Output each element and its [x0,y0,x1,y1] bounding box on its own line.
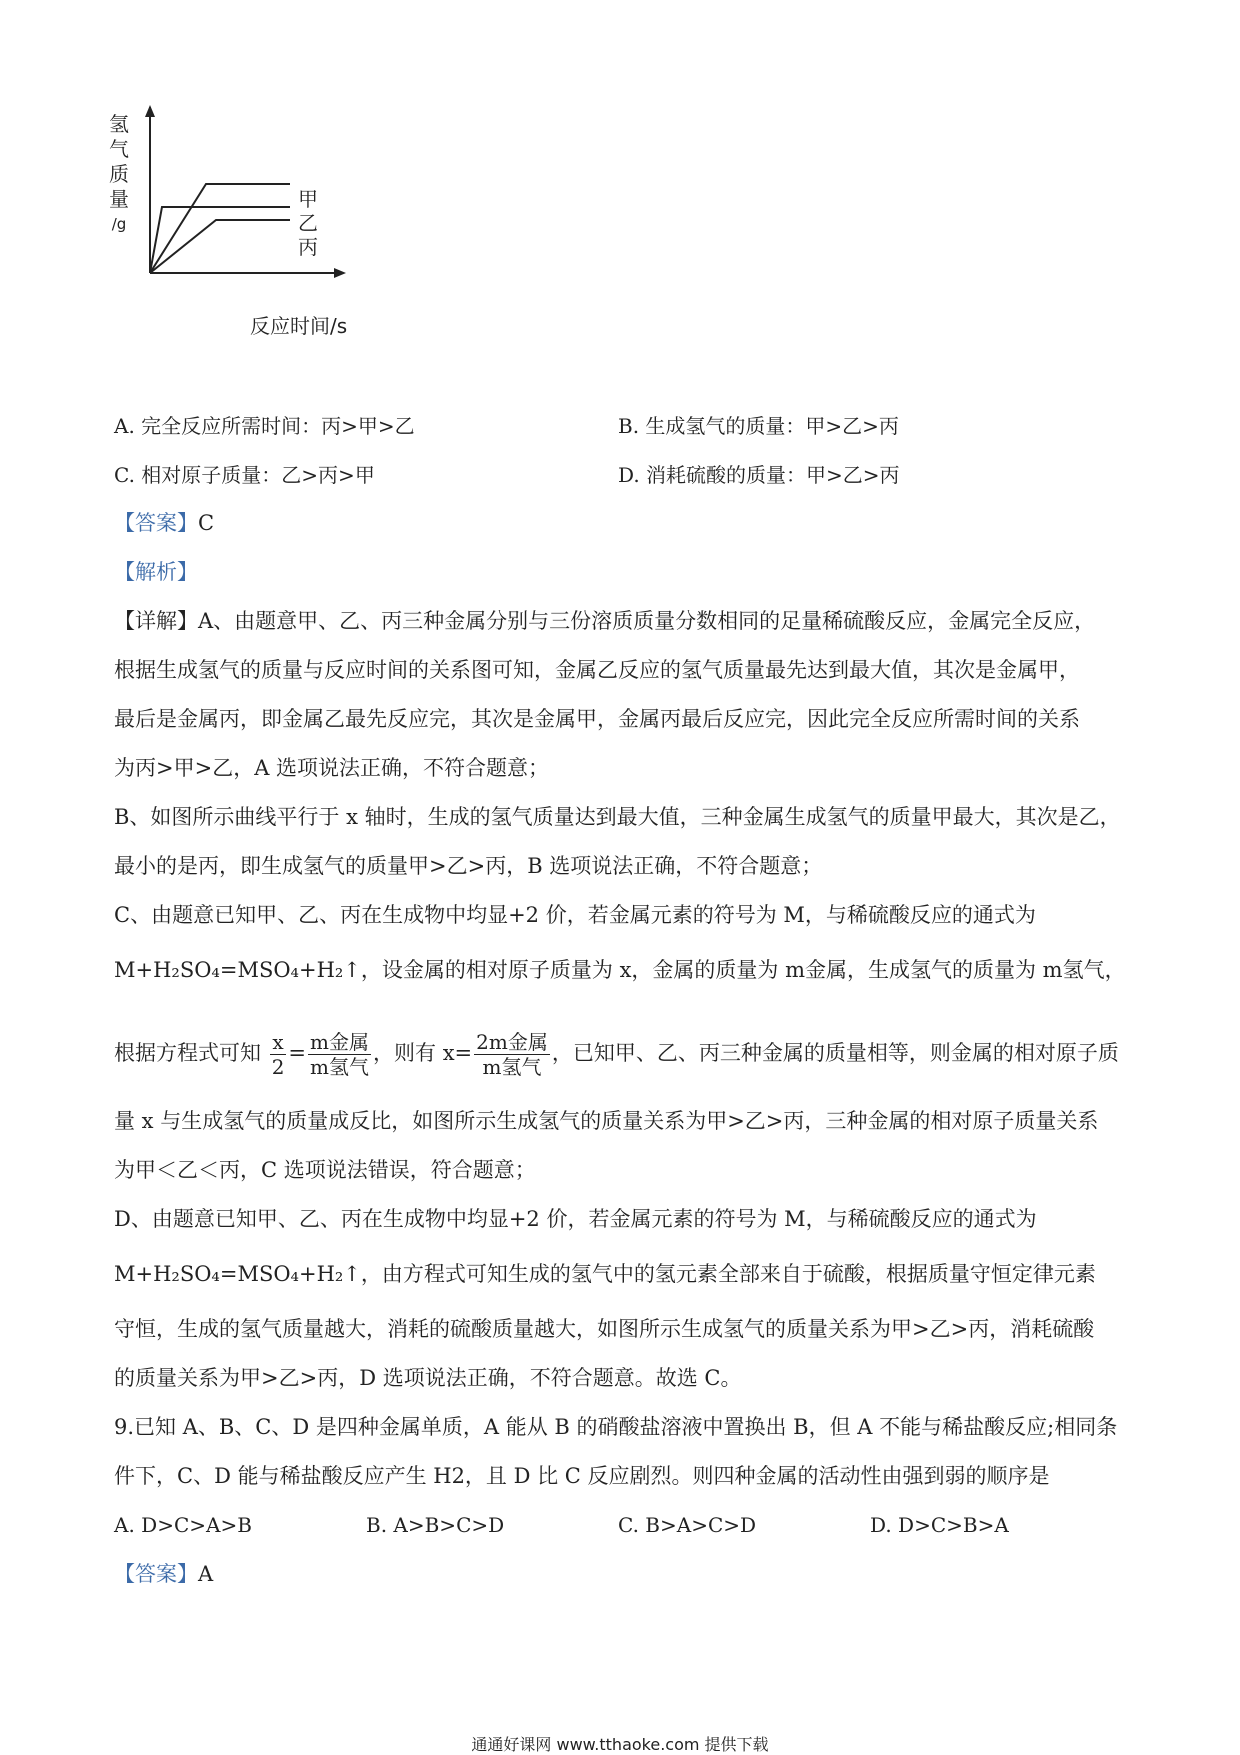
detail-line-3: 最后是金属丙，即金属乙最先反应完，其次是金属甲，金属丙最后反应完，因此完全反应所需时间的关系 [114,707,1080,731]
fraction-x-over-2: $\frac{x}{2}$ [271,1030,285,1079]
detail-text-8: ，设金属的相对原子质量为 x，金属的质量为 m金属，生成氢气的质量为 m氢气， [360,958,1126,982]
q9-option-c: C. B>A>C>D [618,1513,757,1537]
analysis-tag: 【解析】 [114,560,198,584]
q9-option-d: D. D>C>B>A [870,1513,1009,1537]
series-label-yi: 乙 [298,211,318,235]
y-axis-label: 氢 气 质 量 /g [109,112,129,233]
fraction-mass-ratio: $\frac{\text{m金属}}{\text{m氢气}}$ [310,1030,369,1079]
answer-line [114,508,214,538]
fraction-lhs: x= [442,1041,473,1065]
detail-text-9b: ，则有 [373,1041,436,1065]
detail-line-4: 为丙>甲>乙，A 选项说法正确，不符合题意； [114,756,550,780]
detail-tag: 【详解】 [114,609,198,633]
q9-answer-line [114,1559,213,1589]
answer-tag: 【答案】 [114,511,198,535]
detail-line-1 [114,606,1095,636]
detail-line-12: D、由题意已知甲、乙、丙在生成物中均显+2 价，若金属元素的符号为 M，与稀硫酸反应的通式为 [114,1207,1037,1231]
option-a: A. 完全反应所需时间：丙>甲>乙 [114,414,415,438]
detail-text-9c: ，已知甲、乙、丙三种金属的质量相等，则金属的相对原子质 [551,1041,1119,1065]
equation-1: M+H₂SO₄=MSO₄+H₂↑ [114,958,361,982]
detail-line-11: 为甲＜乙＜丙，C 选项说法错误，符合题意； [114,1158,536,1182]
footer-source: 通通好课网 www.tthaoke.com 提供下载 [471,1735,769,1754]
detail-line-13 [114,1259,1096,1289]
q9-option-b: B. A>B>C>D [366,1513,505,1537]
detail-text-1: A、由题意甲、乙、丙三种金属分别与三份溶质质量分数相同的足量稀硫酸反应，金属完全反应， [198,609,1096,633]
equation-2: M+H₂SO₄=MSO₄+H₂↑ [114,1262,361,1286]
question-9-line-2: 件下，C、D 能与稀盐酸反应产生 H2，且 D 比 C 反应剧烈。则四种金属的活动性由强到弱的顺序是 [114,1464,1050,1488]
detail-line-6: 最小的是丙，即生成氢气的质量甲>乙>丙，B 选项说法正确，不符合题意； [114,854,823,878]
hydrogen-mass-chart [110,105,370,345]
detail-line-14: 守恒，生成的氢气质量越大，消耗的硫酸质量越大，如图所示生成氢气的质量关系为甲>乙>丙，消耗硫酸 [114,1317,1095,1341]
x-axis-arrow [334,268,346,278]
option-c: C. 相对原子质量：乙>丙>甲 [114,463,375,487]
detail-line-2: 根据生成氢气的质量与反应时间的关系图可知，金属乙反应的氢气质量最先达到最大值，其次是金属甲， [114,658,1080,682]
fraction-x-value: $\frac{\text{2m金属}}{\text{m氢气}}$ [476,1030,548,1079]
option-d: D. 消耗硫酸的质量：甲>乙>丙 [618,463,900,487]
series-label-jia: 甲 [298,187,318,211]
answer-value: C [198,511,215,535]
detail-line-5: B、如图所示曲线平行于 x 轴时，生成的氢气质量达到最大值，三种金属生成氢气的质量甲最大，其次是乙， [114,805,1121,829]
series-bing-line [150,220,290,273]
detail-line-7: C、由题意已知甲、乙、丙在生成物中均显+2 价，若金属元素的符号为 M，与稀硫酸反应的通式为 [114,903,1036,927]
q9-answer-value: A [198,1562,214,1586]
q9-answer-tag: 【答案】 [114,1562,198,1586]
question-9-line-1: 9.已知 A、B、C、D 是四种金属单质，A 能从 B 的硝酸盐溶液中置换出 B，但 A 不能与稀盐酸反应;相同条 [114,1415,1118,1439]
series-label-bing: 丙 [298,235,318,259]
detail-line-15: 的质量关系为甲>乙>丙，D 选项说法正确，不符合题意。故选 C。 [114,1366,742,1390]
y-axis-arrow [145,105,155,117]
detail-line-8 [114,955,1126,985]
detail-text-13: ，由方程式可知生成的氢气中的氢元素全部来自于硫酸，根据质量守恒定律元素 [360,1262,1096,1286]
detail-line-9: 根据方程式可知 $\frac{x}{2}$ = $\frac{\text{m金属}}{\text{m氢气}}$ ，则有 x= $\frac{\text{2m金属}}{\text{m氢气}}$ ，已知甲、乙、丙三种金属的质量相等，则金属的相对原子质 [114,1030,1119,1079]
x-axis-label: 反应时间/s [250,314,348,338]
detail-line-10: 量 x 与生成氢气的质量成反比，如图所示生成氢气的质量关系为甲>乙>丙，三种金属的相对原子质量关系 [114,1109,1099,1133]
option-b: B. 生成氢气的质量：甲>乙>丙 [618,414,899,438]
series-jia-line [150,184,290,273]
detail-text-9a: 根据方程式可知 [114,1041,261,1065]
q9-option-a: A. D>C>A>B [114,1513,252,1537]
